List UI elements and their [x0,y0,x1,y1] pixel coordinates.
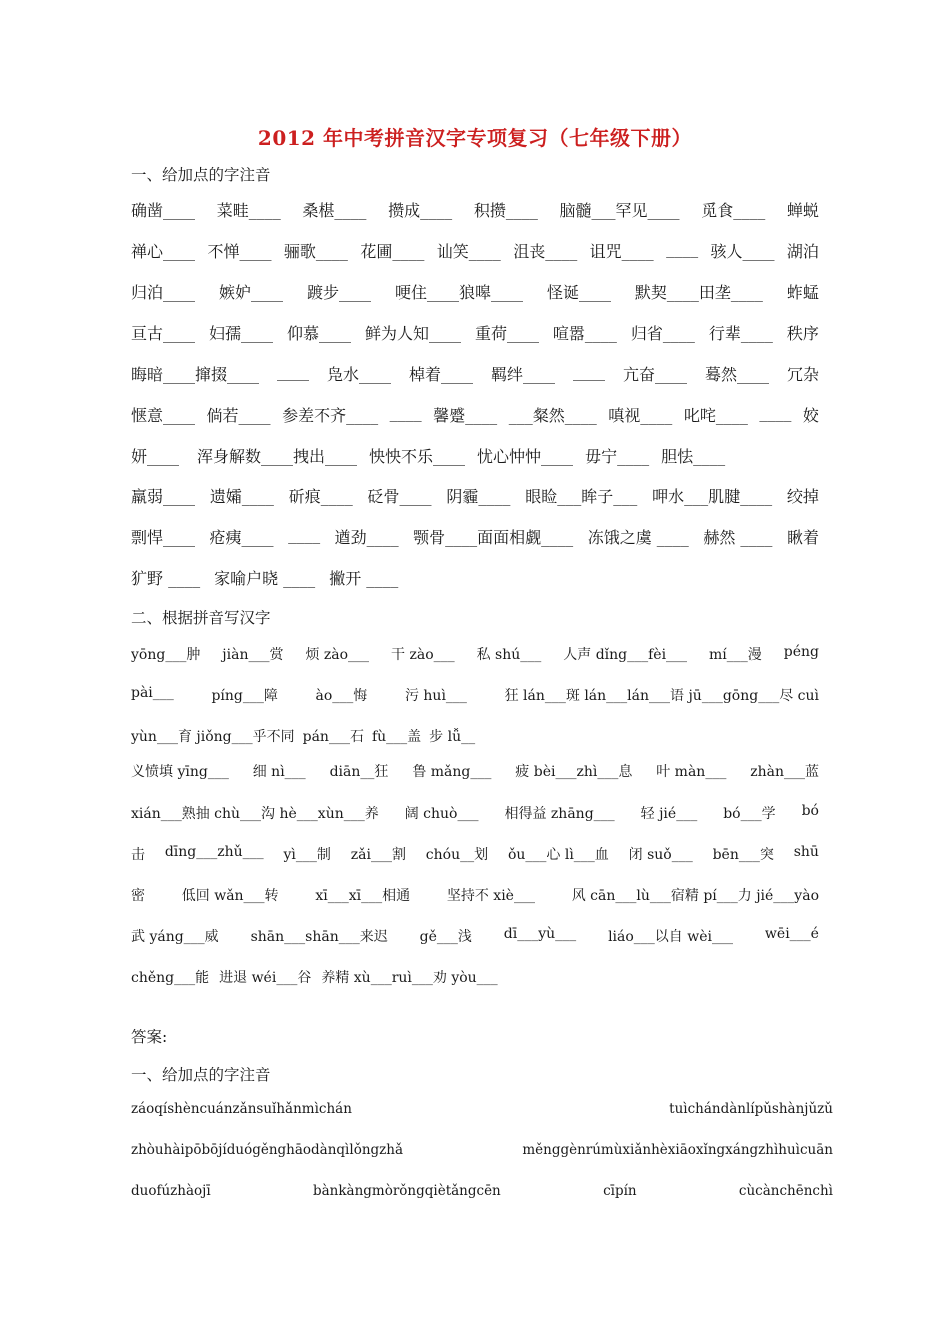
item: 剽悍____ [131,528,196,547]
item: péng [783,644,819,660]
page-title: 2012 年中考拼音汉字专项复习（七年级下册） [257,126,693,150]
item: 亘古____ [131,324,196,343]
section2-line-9 [131,967,819,987]
item: ____ [759,403,792,422]
item: 步 lǚ__ [429,729,476,745]
item: bēn___突 [712,847,774,863]
item: 确凿____ [131,201,196,220]
item: 骇人____ [710,242,775,261]
item: 骊歌____ [283,242,348,261]
item: ____ [389,403,422,422]
item: 忧心忡忡____ [477,447,574,466]
item: 绞掉 [786,487,819,506]
item: 沮丧____ [513,242,578,261]
section2-line-1 [131,644,819,664]
section2-line-4 [131,761,819,781]
item: 击 [131,847,145,863]
item: 低回 wǎn___转 [181,888,279,904]
item: dīng___zhǔ___ [164,844,264,860]
item: 馨蹙____ [433,406,498,425]
item: 相得益 zhāng___ [504,806,615,822]
item: 妍____ [131,447,180,466]
item: 湖泊 [786,242,819,261]
item: yì___制 [283,847,331,863]
item: 菜畦____ [216,201,281,220]
section1-line-5 [131,362,819,385]
item: zhàn___蓝 [750,764,819,780]
item: 武 yáng___威 [131,929,219,945]
answer-item: měnggènrúmùxiǎnhèxiāoxǐngхángzhìhuìcuān [522,1142,833,1158]
item: ào___悔 [315,688,368,704]
item: 凫水____ [326,365,391,384]
item: wēi___é [764,926,819,942]
item: 叱咤____ [683,406,748,425]
answer-item: záoqíshèncuánzǎnsuǐhǎnmìchán [131,1101,352,1117]
item: 惬意____ [131,406,196,425]
item: 狂 lán___斑 lán___lán___语 jū___gōng___尽 cuì [504,688,819,704]
item: 呷水___肌腱____ [652,487,773,506]
answer-section1-heading: 一、给加点的字注音 [131,1066,271,1084]
item: 踱步____ [306,283,371,302]
answer-item: zhòuhàipōbōjíduógěnghāodànqìlǒngzhǎ [131,1142,404,1158]
item: 风 cān___lù___宿精 pí___力 jié___yào [571,888,819,904]
item: 桑椹____ [302,201,367,220]
item: pán___石 [302,729,364,745]
item: shān___shān___来迟 [250,929,388,945]
section1-line-6 [131,403,819,426]
item: 鲁 mǎng___ [412,764,492,780]
item: 养精 xù___ruì___劝 yòu___ [321,970,498,986]
answer-line-1 [131,1101,833,1117]
answer-line-2 [131,1142,833,1158]
item: 姣 [802,406,819,425]
item: 冗杂 [786,365,819,384]
item: 嫉妒____ [218,283,283,302]
item: 怪诞____ [546,283,611,302]
item: 倘若____ [206,406,271,425]
item: fù___盖 [371,729,422,745]
section1-line-2 [131,239,819,262]
answer-item: cùcànchēnchì [738,1183,833,1199]
section2-line-2 [131,685,819,705]
item: ____ [666,239,699,258]
item: 瞅着 [786,528,819,547]
item: 攒成____ [388,201,453,220]
item: 冻饿之虞 ____ [587,528,689,547]
item: 烦 zào___ [305,647,370,663]
item: 阴霾____ [446,487,511,506]
item: 义愤填 yīng___ [131,764,229,780]
item: 浑身解数____拽出____ [197,447,358,466]
item: 密 [131,888,145,904]
item: 砭骨____ [367,487,432,506]
item: 羁绊____ [490,365,555,384]
item: 怏怏不乐____ [369,447,466,466]
section1-line-7 [131,444,819,467]
item: 觅食____ [701,201,766,220]
answer-item: cīpín [603,1183,637,1199]
item: jiàn___赏 [222,647,284,663]
item: 仰慕____ [286,324,351,343]
item: 不惮____ [207,242,272,261]
section2-line-5 [131,803,819,823]
item: pài___ [131,685,174,701]
item: 人声 dǐng___fèi___ [563,647,688,663]
item: píng___障 [211,688,278,704]
item: 斫痕____ [288,487,353,506]
section1-line-3 [131,280,819,303]
item: 禅心____ [131,242,196,261]
section1-heading: 一、给加点的字注音 [131,166,271,184]
item: 进退 wéi___谷 [219,970,312,986]
item: 参差不齐____ [282,406,379,425]
item: dī___yù___ [503,926,577,942]
item: chóu__划 [425,847,489,863]
item: gě___浅 [419,929,472,945]
answer-item: tuìchándànlípǔshànjǔzǔ [669,1101,833,1117]
item: chěng___能 [131,970,210,986]
item: 哽住____狼嗥____ [394,283,523,302]
item: 羸弱____ [131,487,196,506]
item: 污 huì___ [404,688,467,704]
section1-line-8 [131,484,819,507]
item: ____ [277,362,309,381]
section2-line-8 [131,926,819,946]
section2-heading: 二、根据拼音写汉字 [131,609,271,627]
item: 毋宁____ [585,447,650,466]
item: 蚱蜢 [786,283,819,302]
item: 蓦然____ [704,365,769,384]
section2-line-3 [131,726,819,746]
item: xī___xī___相通 [315,888,411,904]
answer-line-3 [131,1183,833,1199]
item: yùn___育 jiǒng___乎不同 [131,729,295,745]
item: 犷野 ____ [131,569,201,588]
item: ____ [288,525,321,544]
item: 遗孀____ [209,487,274,506]
item: 晦暗____撺掇____ [131,365,260,384]
item: 讪笑____ [436,242,501,261]
item: 脑髓___罕见____ [559,201,680,220]
answer-item: duofúzhàojī [131,1183,211,1199]
item: 私 shú___ [476,647,542,663]
section1-line-9 [131,525,819,548]
item: 喧嚣____ [552,324,617,343]
item: 闭 suǒ___ [628,847,693,863]
section1-line-1 [131,198,819,221]
section2-line-7 [131,885,819,905]
item: 棹着____ [408,365,473,384]
item: 花圃____ [360,242,425,261]
item: 撇开 ____ [329,569,399,588]
item: 轻 jié___ [640,806,698,822]
item: 嗔视____ [608,406,673,425]
item: ____ [572,362,605,381]
item: 眼睑___眸子___ [525,487,638,506]
item: liáo___以自 wèi___ [608,929,734,945]
item: 疲 bèi___zhì___息 [515,764,633,780]
item: yōng___肿 [131,647,201,663]
item: ___粲然____ [508,406,597,425]
item: 家喻户晓 ____ [214,569,316,588]
item: xián___熟抽 chù___沟 hè___xùn___养 [131,806,379,822]
item: 胆怯____ [661,447,726,466]
item: 细 nì___ [252,764,306,780]
item: 重荷____ [474,324,539,343]
item: 诅咒____ [589,242,654,261]
item: 阔 chuò___ [404,806,479,822]
item: diān__狂 [329,764,389,780]
item: zǎi___割 [350,847,406,863]
item: 赫然 ____ [703,528,773,547]
section2-line-6 [131,844,819,864]
section1-line-10 [131,566,819,589]
answer-item: bànkàngmòrǒngqiètǎngcēn [312,1183,501,1199]
item: 叶 màn___ [656,764,727,780]
item: 坚持不 xiè___ [446,888,535,904]
item: bó [801,803,819,819]
section1-line-4 [131,321,819,344]
item: bó___学 [723,806,776,822]
item: shū [793,844,819,860]
item: 行辈____ [708,324,773,343]
item: 默契____田垄____ [634,283,763,302]
item: 颚骨____面面相觑____ [413,528,574,547]
item: 积攒____ [473,201,538,220]
answer-heading: 答案: [131,1028,168,1046]
item: 归泊____ [131,283,196,302]
item: 鲜为人知____ [364,324,461,343]
item: 干 zào___ [391,647,455,663]
item: 遒劲____ [334,528,399,547]
item: ǒu___心 lì___血 [507,847,609,863]
item: 秩序 [786,324,819,343]
item: 亢奋____ [622,365,687,384]
item: 妇孺____ [208,324,273,343]
item: 归省____ [630,324,695,343]
item: 蝉蜕 [786,201,819,220]
item: mí___漫 [709,647,762,663]
item: 疮痍____ [209,528,274,547]
